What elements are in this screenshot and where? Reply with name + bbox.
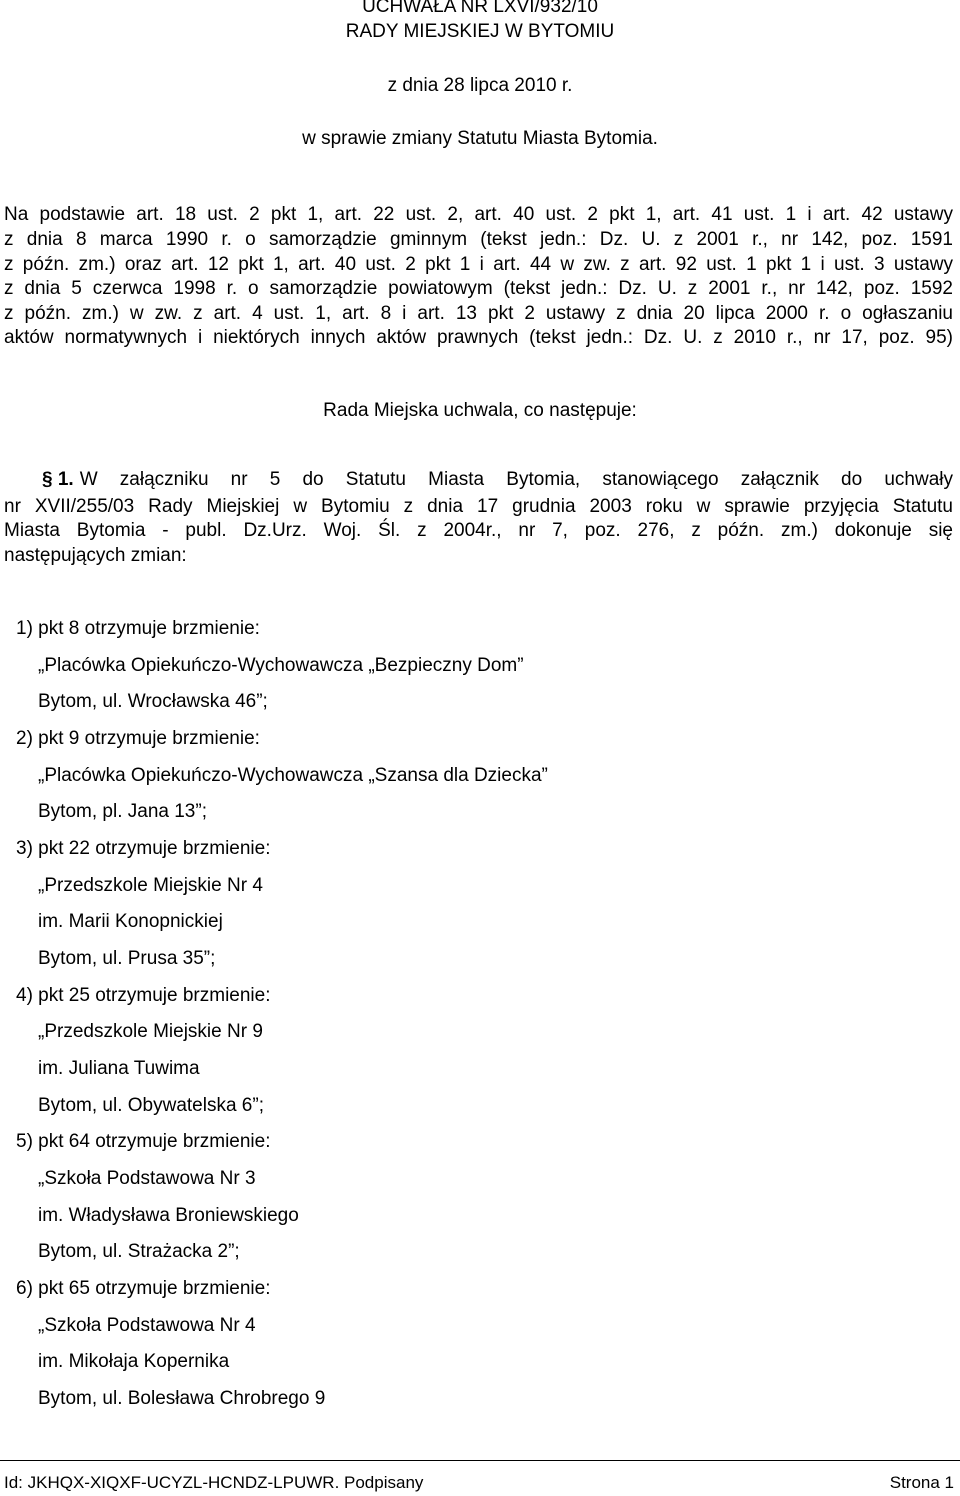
section-1-text: następujących zmian: xyxy=(4,545,187,566)
amendment-line: im. Marii Konopnickiej xyxy=(38,911,223,932)
amendment-line: im. Władysława Broniewskiego xyxy=(38,1205,299,1226)
amendment-line: im. Juliana Tuwima xyxy=(38,1058,200,1079)
section-1-first-line xyxy=(42,468,953,492)
section-1-text: W załączniku nr 5 do Statutu Miasta Bytomia, stanowiącego załącznik do uchwały xyxy=(79,469,953,490)
preamble-line: z dnia 5 czerwca 1998 r. o samorządzie powiatowym (tekst jedn.: Dz. U. z 2001 r., nr 142, poz. 1592 xyxy=(4,278,953,299)
amendment-line: Bytom, ul. Strażacka 2”; xyxy=(38,1241,240,1262)
amendment-line: „Szkoła Podstawowa Nr 3 xyxy=(38,1168,256,1189)
amendment-line: Bytom, ul. Bolesława Chrobrego 9 xyxy=(38,1388,326,1409)
resolution-formula: Rada Miejska uchwala, co następuje: xyxy=(323,400,637,421)
amendment-heading: 4) pkt 25 otrzymuje brzmienie: xyxy=(16,985,271,1006)
amendment-line: „Szkoła Podstawowa Nr 4 xyxy=(38,1315,256,1336)
amendment-line: Bytom, ul. Obywatelska 6”; xyxy=(38,1095,264,1116)
amendment-line: im. Mikołaja Kopernika xyxy=(38,1351,230,1372)
document-date: z dnia 28 lipca 2010 r. xyxy=(387,75,573,96)
amendment-line: Bytom, pl. Jana 13”; xyxy=(38,801,207,822)
section-1-text: nr XVII/255/03 Rady Miejskiej w Bytomiu z dnia 17 grudnia 2003 roku w sprawie przyjęcia Statutu xyxy=(4,496,953,517)
amendment-heading: 1) pkt 8 otrzymuje brzmienie: xyxy=(16,618,260,639)
document-title: UCHWAŁA NR LXVI/932/10 xyxy=(362,0,598,17)
paragraph-sign: § 1. xyxy=(42,469,74,490)
document-subject: w sprawie zmiany Statutu Miasta Bytomia. xyxy=(302,128,658,149)
preamble-line: z późn. zm.) w zw. z art. 4 ust. 1, art. 8 i art. 13 pkt 2 ustawy z dnia 20 lipca 2000 r. o ogłaszaniu xyxy=(4,303,953,324)
amendment-line: „Placówka Opiekuńczo-Wychowawcza „Szansa dla Dziecka” xyxy=(38,765,548,786)
amendment-line: Bytom, ul. Wrocławska 46”; xyxy=(38,691,268,712)
page-number: Strona 1 xyxy=(889,1473,954,1492)
amendment-line: Bytom, ul. Prusa 35”; xyxy=(38,948,216,969)
amendment-heading: 2) pkt 9 otrzymuje brzmienie: xyxy=(16,728,260,749)
preamble-line: z dnia 8 marca 1990 r. o samorządzie gminnym (tekst jedn.: Dz. U. z 2001 r., nr 142, poz. 1591 xyxy=(4,229,953,250)
preamble-line: Na podstawie art. 18 ust. 2 pkt 1, art. 22 ust. 2, art. 40 ust. 2 pkt 1, art. 41 ust. 1 i art. 42 ustawy xyxy=(4,204,953,225)
issuing-body: RADY MIEJSKIEJ W BYTOMIU xyxy=(345,21,615,42)
amendment-heading: 6) pkt 65 otrzymuje brzmienie: xyxy=(16,1278,271,1299)
preamble-line: aktów normatywnych i niektórych innych aktów prawnych (tekst jedn.: Dz. U. z 2010 r., nr 17, poz. 95) xyxy=(4,327,953,348)
amendment-line: „Placówka Opiekuńczo-Wychowawcza „Bezpieczny Dom” xyxy=(38,655,524,676)
amendment-heading: 5) pkt 64 otrzymuje brzmienie: xyxy=(16,1131,271,1152)
preamble-line: z późn. zm.) oraz art. 12 pkt 1, art. 40 ust. 2 pkt 1 i art. 44 w zw. z art. 92 ust. 1 pkt 1 i ust. 3 ustawy xyxy=(4,254,953,275)
section-1-text: Miasta Bytomia - publ. Dz.Urz. Woj. Śl. z 2004r., nr 7, poz. 276, z późn. zm.) dokonuje się xyxy=(4,520,953,541)
footer-divider xyxy=(0,1460,960,1461)
document-id: Id: JKHQX-XIQXF-UCYZL-HCNDZ-LPUWR. Podpisany xyxy=(4,1473,424,1492)
amendment-line: „Przedszkole Miejskie Nr 9 xyxy=(38,1021,263,1042)
amendment-line: „Przedszkole Miejskie Nr 4 xyxy=(38,875,263,896)
amendment-heading: 3) pkt 22 otrzymuje brzmienie: xyxy=(16,838,271,859)
